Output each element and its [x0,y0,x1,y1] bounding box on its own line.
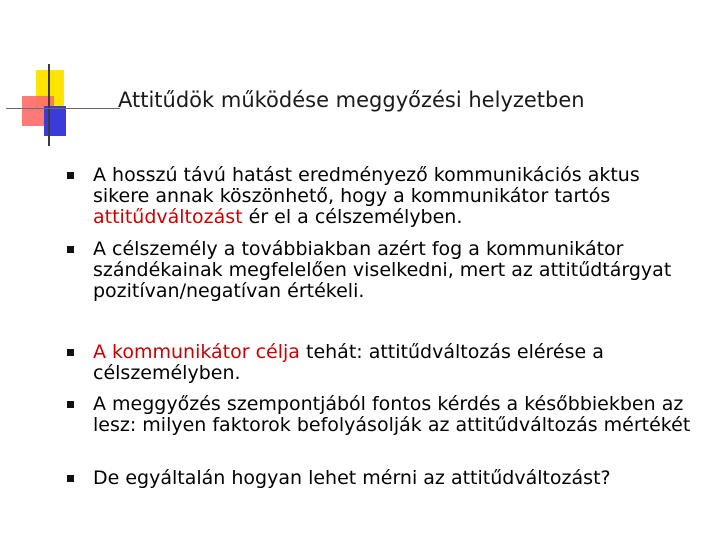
bullet-item-3 [93,342,693,384]
square-bullet-icon [67,401,74,408]
bullet-text: A célszemély a továbbiakban azért fog a kommunikátor szándékainak megfelelően viselkedni, mert az attitűdtárgyat pozitívan/negatívan értékeli. [93,238,672,302]
bullet-text: A meggyőzés szempontjából fontos kérdés a későbbiekben az lesz: milyen faktorok befolyásolják az attitűdváltozás mértékét [93,393,691,436]
square-bullet-icon [67,349,74,356]
square-bullet-icon [67,172,74,179]
bullet-item-1 [93,165,693,228]
logo-decoration [0,60,120,150]
bullet-text: A hosszú távú hatást eredményező kommunikációs aktus sikere annak köszönhető, hogy a kommunikátor tartós [93,164,640,207]
bullet-text: ér el a célszemélyben. [242,206,463,228]
bullet-item-2 [93,239,693,302]
bullet-text: De egyáltalán hogyan lehet mérni az attitűdváltozást? [93,467,611,489]
square-bullet-icon [67,475,74,482]
bullet-text: tehát: attitűdváltozás elérése a célszemélyben. [93,341,604,384]
slide-title: Attitűdök működése meggyőzési helyzetben [118,88,585,112]
square-bullet-icon [67,246,74,253]
bullet-item-4 [93,394,693,436]
logo-horizontal-line [6,108,120,109]
bullet-item-5 [93,468,693,489]
highlighted-text: attitűdváltozást [93,206,243,228]
logo-vertical-line [48,64,50,146]
highlighted-text: A kommunikátor célja [93,341,300,363]
